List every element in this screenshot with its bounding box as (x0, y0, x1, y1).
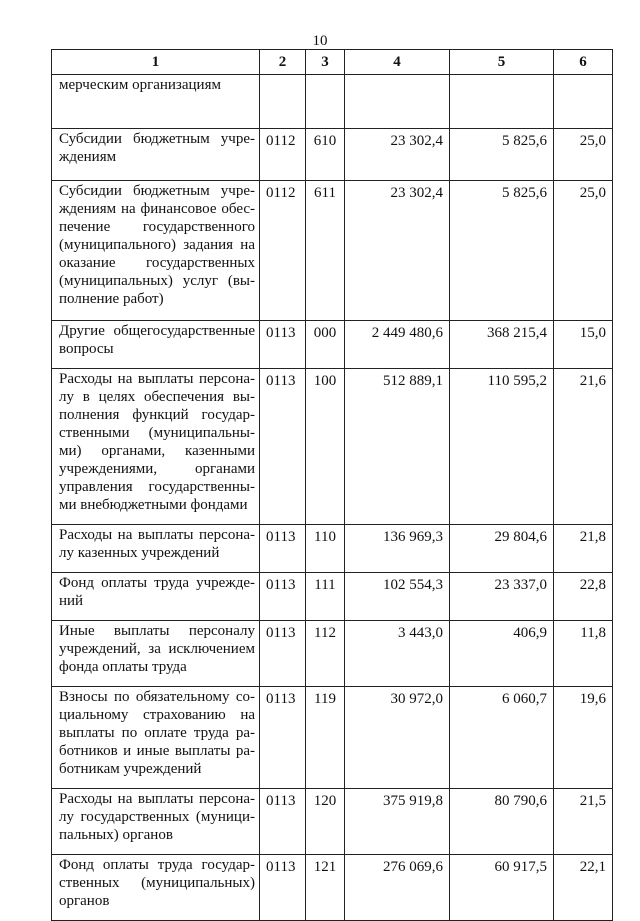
row-percent-cell (554, 573, 613, 621)
row-actual-value-cell (450, 129, 554, 181)
row-expense-type-text: 121 (313, 859, 337, 875)
row-plan-value-cell (345, 621, 450, 687)
budget-table (51, 49, 613, 921)
row-actual-value-text: 29 804,6 (494, 529, 547, 545)
row-name-cell (52, 573, 260, 621)
row-expense-type-cell (306, 321, 345, 369)
row-expense-type-text: 112 (314, 625, 336, 641)
row-name-text: Фонд оплаты труда государ-ственных (муниципальных) органов (59, 857, 255, 909)
row-plan-value-cell (345, 525, 450, 573)
column-header-1: 1 (52, 50, 260, 75)
row-plan-value-text: 136 969,3 (383, 529, 443, 545)
row-actual-value-cell (450, 181, 554, 321)
row-percent-text: 21,6 (579, 373, 606, 389)
row-section-code-text: 0113 (266, 373, 296, 389)
row-percent-text: 21,5 (579, 793, 606, 809)
row-name-cell (52, 321, 260, 369)
row-plan-value-cell (345, 789, 450, 855)
row-name-text: Другие общегосударственные вопросы (59, 323, 255, 357)
row-name-text: Субсидии бюджетным учре-ждениям на финансовое обес-печение государственного (муниципального) задания на оказание государственных (муниципальных) услуг (вы-полнение работ) (59, 183, 255, 307)
row-name-cell (52, 687, 260, 789)
row-name-cell (52, 181, 260, 321)
table-row (52, 75, 613, 129)
row-percent-cell (554, 855, 613, 921)
row-name-text: Расходы на выплаты персона-лу казенных учреждений (59, 527, 255, 561)
row-section-code-text: 0113 (266, 577, 296, 593)
row-percent-cell (554, 789, 613, 855)
row-section-code-text: 0113 (266, 625, 296, 641)
row-plan-value-cell (345, 855, 450, 921)
row-name-text: Иные выплаты персоналу учреждений, за исключением фонда оплаты труда (59, 623, 255, 675)
table-row (52, 789, 613, 855)
table-row (52, 855, 613, 921)
row-expense-type-text: 610 (313, 133, 337, 149)
row-section-code-cell (260, 855, 306, 921)
row-plan-value-cell (345, 75, 450, 129)
row-name-cell (52, 369, 260, 525)
row-plan-value-text: 512 889,1 (383, 373, 443, 389)
row-name-text: Взносы по обязательному со-циальному страхованию на выплаты по оплате труда ра-ботников и иные выплаты ра-ботникам учреждений (59, 689, 255, 777)
row-expense-type-text: 000 (313, 325, 337, 341)
row-section-code-text: 0113 (266, 691, 296, 707)
row-expense-type-cell (306, 75, 345, 129)
column-header-4: 4 (345, 50, 450, 75)
row-section-code-text: 0112 (266, 133, 296, 149)
row-percent-cell (554, 687, 613, 789)
row-percent-text: 21,8 (579, 529, 606, 545)
row-name-text: Фонд оплаты труда учрежде-ний (59, 575, 255, 609)
row-expense-type-cell (306, 687, 345, 789)
row-actual-value-cell (450, 321, 554, 369)
row-expense-type-cell (306, 181, 345, 321)
row-actual-value-text: 23 337,0 (494, 577, 547, 593)
row-actual-value-text: 406,9 (513, 625, 547, 641)
row-actual-value-text: 80 790,6 (494, 793, 547, 809)
row-expense-type-cell (306, 855, 345, 921)
row-percent-cell (554, 369, 613, 525)
table-header-row (52, 50, 613, 75)
row-name-cell (52, 129, 260, 181)
row-section-code-text: 0113 (266, 325, 296, 341)
row-expense-type-cell (306, 369, 345, 525)
row-name-cell (52, 75, 260, 129)
column-header-3: 3 (306, 50, 345, 75)
row-percent-text: 25,0 (579, 185, 606, 201)
row-section-code-text: 0113 (266, 529, 296, 545)
page-number: 10 (312, 33, 328, 49)
row-name-cell (52, 855, 260, 921)
row-percent-cell (554, 181, 613, 321)
table-row (52, 369, 613, 525)
row-plan-value-text: 375 919,8 (383, 793, 443, 809)
table-body (52, 75, 613, 921)
row-actual-value-text: 368 215,4 (487, 325, 547, 341)
row-plan-value-cell (345, 573, 450, 621)
row-plan-value-cell (345, 687, 450, 789)
row-name-text: мерческим организациям (59, 77, 221, 93)
row-percent-cell (554, 321, 613, 369)
row-actual-value-text: 60 917,5 (494, 859, 547, 875)
row-percent-text: 11,8 (580, 625, 606, 641)
row-actual-value-cell (450, 621, 554, 687)
row-percent-text: 22,8 (579, 577, 606, 593)
row-expense-type-text: 110 (314, 529, 336, 545)
row-actual-value-cell (450, 369, 554, 525)
row-section-code-text: 0113 (266, 859, 296, 875)
column-header-2: 2 (260, 50, 306, 75)
table-row (52, 621, 613, 687)
table-row (52, 687, 613, 789)
row-expense-type-cell (306, 573, 345, 621)
row-percent-text: 22,1 (579, 859, 606, 875)
row-actual-value-cell (450, 687, 554, 789)
row-plan-value-cell (345, 369, 450, 525)
row-percent-cell (554, 129, 613, 181)
row-percent-text: 25,0 (579, 133, 606, 149)
row-actual-value-cell (450, 75, 554, 129)
row-plan-value-text: 2 449 480,6 (371, 325, 443, 341)
row-expense-type-text: 120 (313, 793, 337, 809)
row-section-code-text: 0112 (266, 185, 296, 201)
row-actual-value-cell (450, 855, 554, 921)
row-name-text: Расходы на выплаты персона-лу в целях обеспечения вы-полнения функций государ-ственными (муниципальны-ми) органами, казенными учреждениями, органами управления государственны-ми внебюджетными фондами (59, 371, 255, 513)
row-name-text: Расходы на выплаты персона-лу государственных (муници-пальных) органов (59, 791, 255, 843)
row-percent-cell (554, 621, 613, 687)
row-name-cell (52, 789, 260, 855)
row-name-cell (52, 525, 260, 573)
row-plan-value-text: 102 554,3 (383, 577, 443, 593)
table-row (52, 129, 613, 181)
table-row (52, 573, 613, 621)
row-expense-type-text: 100 (313, 373, 337, 389)
row-actual-value-cell (450, 573, 554, 621)
row-actual-value-text: 110 595,2 (487, 373, 547, 389)
row-plan-value-cell (345, 181, 450, 321)
row-section-code-cell (260, 525, 306, 573)
row-actual-value-cell (450, 789, 554, 855)
row-section-code-text: 0113 (266, 793, 296, 809)
row-section-code-cell (260, 321, 306, 369)
row-section-code-cell (260, 181, 306, 321)
row-plan-value-text: 276 069,6 (383, 859, 443, 875)
row-percent-text: 19,6 (579, 691, 606, 707)
row-section-code-cell (260, 621, 306, 687)
row-percent-cell (554, 525, 613, 573)
row-plan-value-text: 23 302,4 (390, 185, 443, 201)
row-expense-type-cell (306, 525, 345, 573)
table-row (52, 181, 613, 321)
row-expense-type-cell (306, 129, 345, 181)
table-row (52, 321, 613, 369)
row-section-code-cell (260, 369, 306, 525)
row-expense-type-cell (306, 621, 345, 687)
row-section-code-cell (260, 129, 306, 181)
row-plan-value-text: 23 302,4 (390, 133, 443, 149)
column-header-6: 6 (554, 50, 613, 75)
column-header-5: 5 (450, 50, 554, 75)
row-expense-type-cell (306, 789, 345, 855)
row-name-cell (52, 621, 260, 687)
row-expense-type-text: 119 (314, 691, 336, 707)
row-actual-value-cell (450, 525, 554, 573)
row-plan-value-cell (345, 129, 450, 181)
row-section-code-cell (260, 75, 306, 129)
row-name-text: Субсидии бюджетным учре-ждениям (59, 131, 255, 165)
row-actual-value-text: 5 825,6 (502, 185, 547, 201)
row-actual-value-text: 5 825,6 (502, 133, 547, 149)
row-section-code-cell (260, 789, 306, 855)
table-row (52, 525, 613, 573)
row-expense-type-text: 111 (314, 577, 336, 593)
row-percent-cell (554, 75, 613, 129)
row-section-code-cell (260, 687, 306, 789)
row-plan-value-text: 30 972,0 (390, 691, 443, 707)
row-section-code-cell (260, 573, 306, 621)
row-plan-value-cell (345, 321, 450, 369)
row-plan-value-text: 3 443,0 (398, 625, 443, 641)
row-expense-type-text: 611 (314, 185, 336, 201)
row-actual-value-text: 6 060,7 (502, 691, 547, 707)
row-percent-text: 15,0 (579, 325, 606, 341)
